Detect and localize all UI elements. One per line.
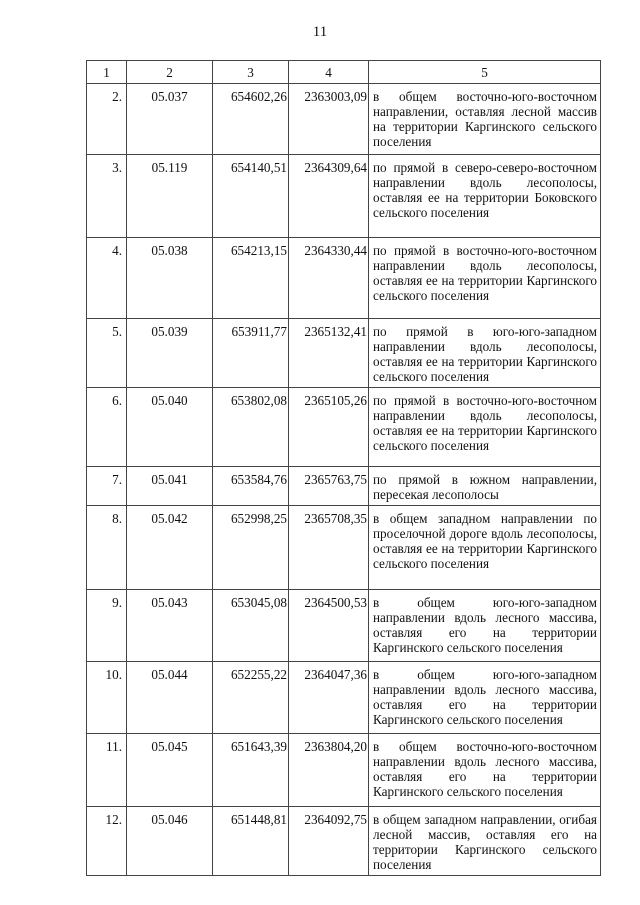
boundary-description: в общем западном направлении, огибая лесной массив, оставляя его на территории Каргинского сельского поселения bbox=[369, 807, 601, 876]
point-code: 05.039 bbox=[127, 319, 213, 388]
table-header-row bbox=[87, 61, 601, 84]
coordinate-y: 2364330,44 bbox=[289, 238, 369, 319]
coordinate-x: 654602,26 bbox=[213, 84, 289, 155]
row-number: 6. bbox=[87, 388, 127, 467]
point-code: 05.044 bbox=[127, 662, 213, 734]
row-number: 9. bbox=[87, 590, 127, 662]
table-row bbox=[87, 155, 601, 238]
boundary-description: в общем юго-юго-западном направлении вдоль лесного массива, оставляя его на территории Каргинского сельского поселения bbox=[369, 590, 601, 662]
table-row bbox=[87, 590, 601, 662]
row-number: 2. bbox=[87, 84, 127, 155]
point-code: 05.043 bbox=[127, 590, 213, 662]
coordinate-x: 654140,51 bbox=[213, 155, 289, 238]
row-number: 12. bbox=[87, 807, 127, 876]
point-code: 05.046 bbox=[127, 807, 213, 876]
point-code: 05.041 bbox=[127, 467, 213, 506]
boundary-description: по прямой в юго-юго-западном направлении вдоль лесополосы, оставляя ее на территории Каргинского сельского поселения bbox=[369, 319, 601, 388]
table-row bbox=[87, 238, 601, 319]
header-col-2: 2 bbox=[127, 61, 213, 84]
point-code: 05.042 bbox=[127, 506, 213, 590]
point-code: 05.045 bbox=[127, 734, 213, 807]
coordinate-y: 2365132,41 bbox=[289, 319, 369, 388]
coordinate-x: 651643,39 bbox=[213, 734, 289, 807]
table-row bbox=[87, 807, 601, 876]
coordinate-y: 2363003,09 bbox=[289, 84, 369, 155]
row-number: 4. bbox=[87, 238, 127, 319]
coordinate-y: 2364309,64 bbox=[289, 155, 369, 238]
boundary-description: в общем восточно-юго-восточном направлении, оставляя лесной массив на территории Каргинского сельского поселения bbox=[369, 84, 601, 155]
point-code: 05.038 bbox=[127, 238, 213, 319]
coordinate-y: 2365763,75 bbox=[289, 467, 369, 506]
table-row bbox=[87, 467, 601, 506]
boundary-description: в общем юго-юго-западном направлении вдоль лесного массива, оставляя его на территории Каргинского сельского поселения bbox=[369, 662, 601, 734]
boundary-description: в общем западном направлении по проселочной дороге вдоль лесополосы, оставляя ее на территории Каргинского сельского поселения bbox=[369, 506, 601, 590]
coordinate-x: 653802,08 bbox=[213, 388, 289, 467]
boundary-description: в общем восточно-юго-восточном направлении вдоль лесного массива, оставляя его на территории Каргинского сельского поселения bbox=[369, 734, 601, 807]
table-row bbox=[87, 506, 601, 590]
coordinate-x: 653584,76 bbox=[213, 467, 289, 506]
table-row bbox=[87, 734, 601, 807]
page-number: 11 bbox=[312, 24, 328, 40]
row-number: 7. bbox=[87, 467, 127, 506]
table-row bbox=[87, 84, 601, 155]
header-col-5: 5 bbox=[369, 61, 601, 84]
coordinate-y: 2365708,35 bbox=[289, 506, 369, 590]
boundary-description: по прямой в южном направлении, пересекая лесополосы bbox=[369, 467, 601, 506]
coordinate-x: 652255,22 bbox=[213, 662, 289, 734]
table-row bbox=[87, 388, 601, 467]
boundary-description: по прямой в восточно-юго-восточном направлении вдоль лесополосы, оставляя ее на территории Каргинского сельского поселения bbox=[369, 388, 601, 467]
point-code: 05.040 bbox=[127, 388, 213, 467]
coordinate-y: 2363804,20 bbox=[289, 734, 369, 807]
row-number: 10. bbox=[87, 662, 127, 734]
coordinate-x: 653911,77 bbox=[213, 319, 289, 388]
header-col-4: 4 bbox=[289, 61, 369, 84]
table-row bbox=[87, 319, 601, 388]
boundary-description: по прямой в северо-северо-восточном направлении вдоль лесополосы, оставляя ее на территории Боковского сельского поселения bbox=[369, 155, 601, 238]
row-number: 11. bbox=[87, 734, 127, 807]
point-code: 05.037 bbox=[127, 84, 213, 155]
boundary-table bbox=[86, 60, 601, 876]
row-number: 5. bbox=[87, 319, 127, 388]
row-number: 8. bbox=[87, 506, 127, 590]
table-row bbox=[87, 662, 601, 734]
point-code: 05.119 bbox=[127, 155, 213, 238]
header-col-1: 1 bbox=[87, 61, 127, 84]
header-col-3: 3 bbox=[213, 61, 289, 84]
coordinate-x: 653045,08 bbox=[213, 590, 289, 662]
coordinate-y: 2365105,26 bbox=[289, 388, 369, 467]
coordinate-y: 2364500,53 bbox=[289, 590, 369, 662]
coordinate-y: 2364092,75 bbox=[289, 807, 369, 876]
coordinate-y: 2364047,36 bbox=[289, 662, 369, 734]
row-number: 3. bbox=[87, 155, 127, 238]
coordinate-x: 652998,25 bbox=[213, 506, 289, 590]
coordinate-x: 654213,15 bbox=[213, 238, 289, 319]
boundary-description: по прямой в восточно-юго-восточном направлении вдоль лесополосы, оставляя ее на территории Каргинского сельского поселения bbox=[369, 238, 601, 319]
coordinate-x: 651448,81 bbox=[213, 807, 289, 876]
